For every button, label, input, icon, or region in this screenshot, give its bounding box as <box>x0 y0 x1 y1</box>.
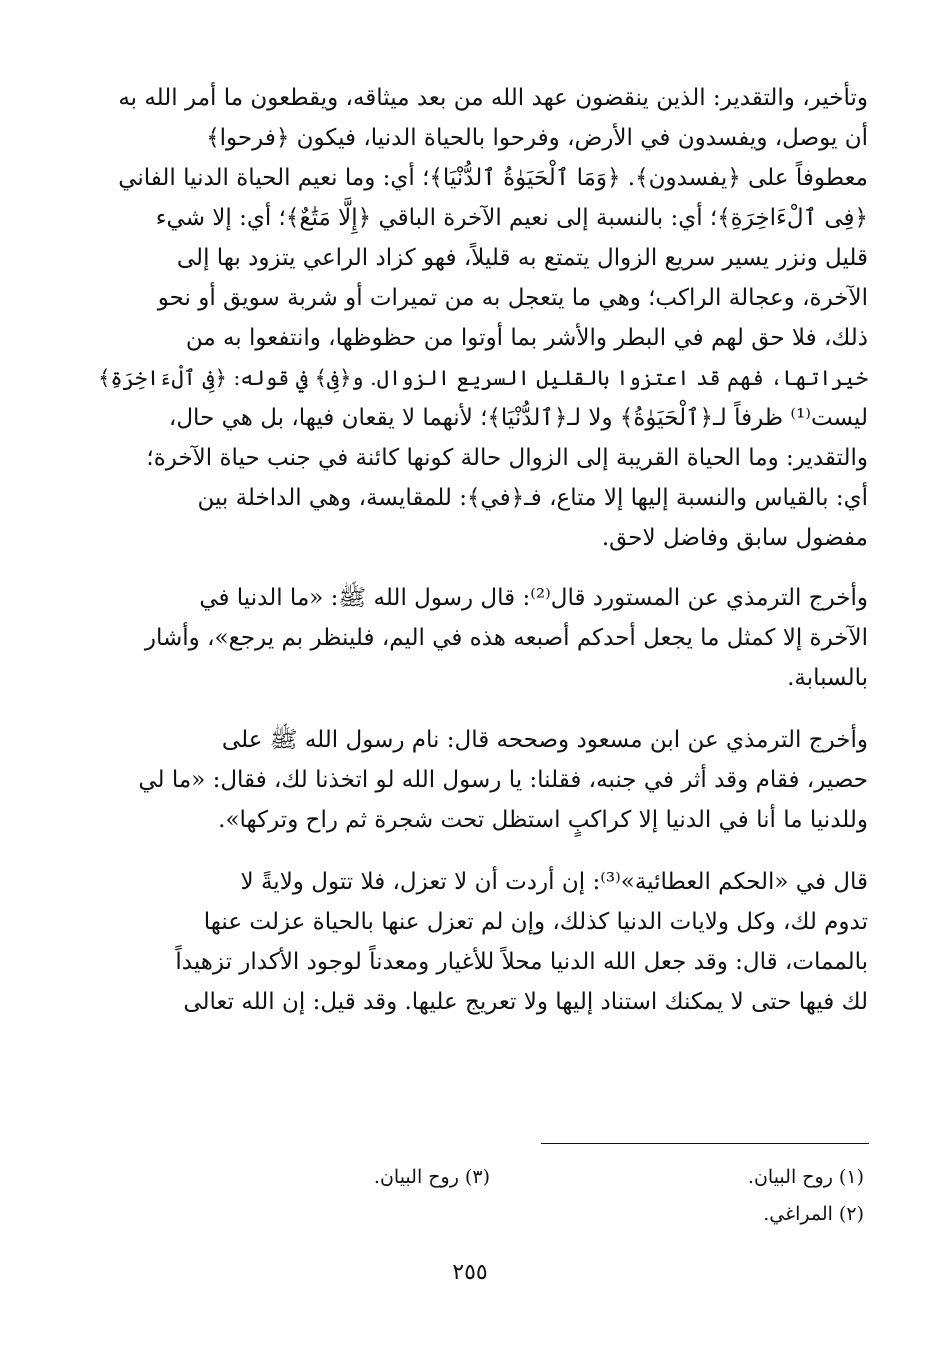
text-line: ﴿فِى ٱلْءَاخِرَةِ﴾؛ أي: بالنسبة إلى نعيم الآخرة الباقي ﴿إِلَّا مَتَٰعٌ﴾؛ أي: إلا شيء <box>155 205 868 231</box>
text-line: خيراتها، فهم قد اعتزوا بالقليل السريع الزوال. و﴿فِى﴾ في قوله: ﴿فِى ٱلْءَاخِرَةِ﴾ <box>98 366 868 390</box>
paragraph <box>98 578 868 698</box>
text-line: حصير، فقام وقد أثر في جنبه، فقلنا: يا رسول الله لو اتخذنا لك، فقال: «ما لي <box>138 767 868 793</box>
paragraph-gap <box>98 840 868 862</box>
text-line: بالسبابة. <box>787 665 868 691</box>
text-line: وأخرج الترمذي عن المستورد قال⁽²⁾: قال رسول الله ﷺ: «ما الدنيا في <box>199 585 868 611</box>
text-line: بالممات، قال: وقد جعل الله الدنيا محلاً للأغيار ومعدناً لوجود الأكدار تزهيداً <box>175 949 868 975</box>
text-line: وتأخير، والتقدير: الذين ينقضون عهد الله من بعد ميثاقه، ويقطعون ما أمر الله به <box>118 85 868 111</box>
paragraph-gap <box>98 558 868 578</box>
text-line: ذلك، فلا حق لهم في البطر والأشر بما أوتوا من حظوظها، وانتفعوا به من <box>185 325 868 351</box>
footnote-1: (١) روح البيان. <box>747 1166 864 1188</box>
paragraph <box>98 78 868 558</box>
text-line: وأخرج الترمذي عن ابن مسعود وصححه قال: نام رسول الله ﷺ على <box>221 727 868 753</box>
text-line: والتقدير: وما الحياة القريبة إلى الزوال حالة كونها كائنة في جنب حياة الآخرة؛ <box>146 445 868 471</box>
page-number: ٢٥٥ <box>452 1260 488 1285</box>
text-line: أن يوصل، ويفسدون في الأرض، وفرحوا بالحياة الدنيا، فيكون ﴿فرحوا﴾ <box>206 125 868 151</box>
footnote-2: (٢) المراغي. <box>763 1203 864 1225</box>
text-line: أي: بالقياس والنسبة إليها إلا متاع، فـ﴿في﴾: للمقايسة، وهي الداخلة بين <box>197 485 868 511</box>
text-line: مفضول سابق وفاضل لاحق. <box>601 525 868 551</box>
text-line: وللدنيا ما أنا في الدنيا إلا كراكبٍ استظل تحت شجرة ثم راح وتركها». <box>218 807 868 833</box>
footnote-divider <box>541 1143 869 1144</box>
body-text <box>98 78 868 1022</box>
paragraph-gap <box>98 698 868 720</box>
text-line: قليل ونزر يسير سريع الزوال يتمتع به قليلاً، فهو كزاد الراعي يتزود بها إلى <box>176 245 868 271</box>
text-line: ليست⁽¹⁾ ظرفاً لـ﴿ٱلْحَيَوٰةُ﴾ ولا لـ﴿ٱلدُّنْيَا﴾؛ لأنهما لا يقعان فيها، بل هي حال، <box>168 405 868 431</box>
text-line: تدوم لك، وكل ولايات الدنيا كذلك، وإن لم تعزل عنها بالحياة عزلت عنها <box>203 909 868 935</box>
text-line: معطوفاً على ﴿يفسدون﴾. ﴿وَمَا ٱلْحَيَوٰةُ ٱلدُّنْيَا﴾؛ أي: وما نعيم الحياة الدنيا الفاني <box>118 165 868 191</box>
text-line: الآخرة إلا كمثل ما يجعل أحدكم أصبعه هذه في اليم، فلينظر بم يرجع»، وأشار <box>144 625 868 651</box>
paragraph <box>98 862 868 1022</box>
paragraph <box>98 720 868 840</box>
footnote-3: (٣) روح البيان. <box>373 1166 490 1188</box>
text-line: لك فيها حتى لا يمكنك استناد إليها ولا تعريج عليها. وقد قيل: إن الله تعالى <box>183 989 868 1015</box>
text-line: قال في «الحكم العطائية»⁽³⁾: إن أردت أن لا تعزل، فلا تتول ولايةً لا <box>240 869 868 895</box>
text-line: الآخرة، وعجالة الراكب؛ وهي ما يتعجل به من تميرات أو شربة سويق أو نحو <box>157 285 868 311</box>
